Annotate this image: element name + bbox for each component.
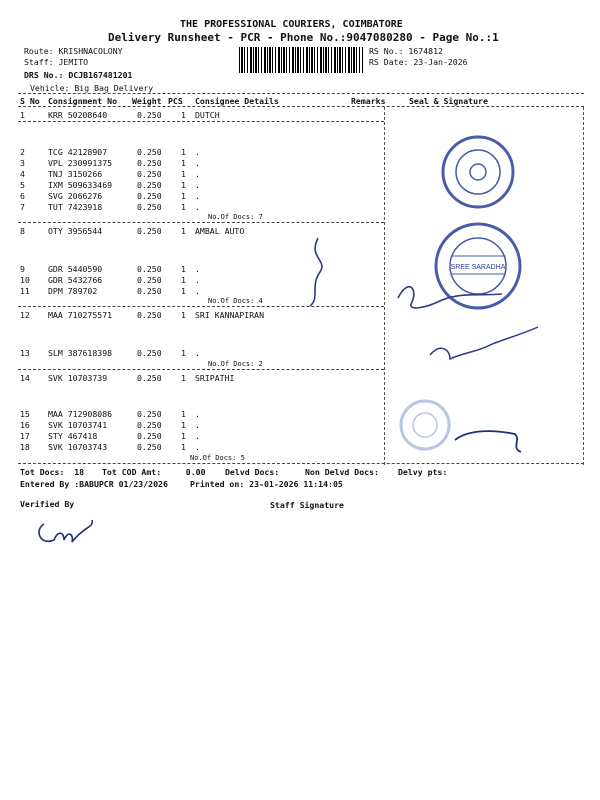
- row-weight: 0.250: [137, 191, 162, 201]
- row-pcs: 1: [181, 191, 186, 201]
- row-weight: 0.250: [137, 158, 162, 168]
- row-consignee: .: [195, 420, 200, 430]
- row-consignment: MAA 712908086: [48, 409, 113, 419]
- row-consignee: .: [195, 348, 200, 358]
- row-weight: 0.250: [137, 180, 162, 190]
- row-consignee: .: [195, 442, 200, 452]
- printed-on: Printed on: 23-01-2026 11:14:05: [190, 479, 343, 489]
- row-consignment: OTY 3956544: [48, 226, 103, 236]
- row-sno: 6: [20, 191, 25, 201]
- signature-scribble-3: [430, 327, 538, 359]
- row-consignment: GDR 5440590: [48, 264, 103, 274]
- row-sno: 18: [20, 442, 30, 452]
- row-consignee: .: [195, 202, 200, 212]
- row-consignment: IXM 509633469: [48, 180, 113, 190]
- row-pcs: 1: [181, 442, 186, 452]
- row-pcs: 1: [181, 431, 186, 441]
- col-sno: S No: [20, 96, 40, 106]
- row-sno: 7: [20, 202, 25, 212]
- row-weight: 0.250: [137, 202, 162, 212]
- row-consignee: .: [195, 409, 200, 419]
- row-consignment: SLM 387618398: [48, 348, 113, 358]
- vehicle-label: Vehicle: Big Bag Delivery: [30, 83, 154, 93]
- row-pcs: 1: [181, 110, 186, 120]
- rs-number: RS No.: 1674812: [369, 46, 443, 56]
- row-sno: 1: [20, 110, 25, 120]
- row-consignment: SVK 10703743: [48, 442, 108, 452]
- row-pcs: 1: [181, 147, 186, 157]
- row-consignee: SRI KANNAPIRAN: [195, 310, 265, 320]
- row-pcs: 1: [181, 180, 186, 190]
- row-sno: 8: [20, 226, 25, 236]
- row-weight: 0.250: [137, 431, 162, 441]
- col-consignment: Consignment No: [48, 96, 118, 106]
- non-delivered-docs: Non Delvd Docs:: [305, 467, 379, 477]
- row-consignee: .: [195, 275, 200, 285]
- row-pcs: 1: [181, 275, 186, 285]
- row-pcs: 1: [181, 420, 186, 430]
- row-sno: 9: [20, 264, 25, 274]
- row-consignment: VPL 230991375: [48, 158, 113, 168]
- row-pcs: 1: [181, 226, 186, 236]
- row-weight: 0.250: [137, 373, 162, 383]
- row-sno: 2: [20, 147, 25, 157]
- col-remarks: Remarks: [351, 96, 386, 106]
- row-weight: 0.250: [137, 286, 162, 296]
- row-pcs: 1: [181, 348, 186, 358]
- row-pcs: 1: [181, 310, 186, 320]
- row-pcs: 1: [181, 409, 186, 419]
- row-consignment: STY 467418: [48, 431, 98, 441]
- signature-scribble-4: [455, 431, 521, 452]
- row-weight: 0.250: [137, 169, 162, 179]
- row-consignee: .: [195, 431, 200, 441]
- row-consignee: .: [195, 191, 200, 201]
- row-sno: 16: [20, 420, 30, 430]
- col-pcs: PCS: [168, 96, 183, 106]
- row-consignment: DPM 789702: [48, 286, 98, 296]
- row-consignment: SVG 2066276: [48, 191, 103, 201]
- group-doc-count: No.Of Docs: 5: [190, 454, 245, 462]
- row-sno: 11: [20, 286, 30, 296]
- row-weight: 0.250: [137, 348, 162, 358]
- row-pcs: 1: [181, 158, 186, 168]
- row-sno: 13: [20, 348, 30, 358]
- runsheet-subtitle: Delivery Runsheet - PCR - Phone No.:9047080280 - Page No.:1: [108, 31, 499, 44]
- row-pcs: 1: [181, 373, 186, 383]
- row-weight: 0.250: [137, 275, 162, 285]
- row-sno: 3: [20, 158, 25, 168]
- col-weight: Weight: [132, 96, 162, 106]
- verified-by-label: Verified By: [20, 499, 75, 509]
- row-consignment: SVK 10703741: [48, 420, 108, 430]
- row-consignee: .: [195, 264, 200, 274]
- row-consignee: .: [195, 180, 200, 190]
- row-sno: 14: [20, 373, 30, 383]
- row-consignment: TUT 7423918: [48, 202, 103, 212]
- group-doc-count: No.Of Docs: 7: [208, 213, 263, 221]
- rs-date: RS Date: 23-Jan-2026: [369, 57, 468, 67]
- row-consignee: .: [195, 286, 200, 296]
- row-weight: 0.250: [137, 147, 162, 157]
- row-pcs: 1: [181, 202, 186, 212]
- total-docs: Tot Docs: 18: [20, 467, 85, 477]
- verified-signature: [39, 520, 92, 542]
- delivery-points: Delvy pts:: [398, 467, 448, 477]
- group-doc-count: No.Of Docs: 4: [208, 297, 263, 305]
- row-weight: 0.250: [137, 226, 162, 236]
- row-consignee: .: [195, 169, 200, 179]
- col-seal: Seal & Signature: [409, 96, 488, 106]
- row-consignment: SVK 10703739: [48, 373, 108, 383]
- route-label: Route: KRISHNACOLONY: [24, 46, 123, 56]
- row-pcs: 1: [181, 286, 186, 296]
- row-weight: 0.250: [137, 110, 162, 120]
- signature-scribble-1: [310, 238, 322, 306]
- row-consignment: GDR 5432766: [48, 275, 103, 285]
- row-consignee: AMBAL AUTO: [195, 226, 245, 236]
- row-consignee: .: [195, 147, 200, 157]
- staff-label: Staff: JEMITO: [24, 57, 89, 67]
- row-consignment: TNJ 3150266: [48, 169, 103, 179]
- row-sno: 17: [20, 431, 30, 441]
- row-sno: 5: [20, 180, 25, 190]
- row-consignee: SRIPATHI: [195, 373, 235, 383]
- row-consignee: .: [195, 158, 200, 168]
- row-consignment: KRR 50208640: [48, 110, 108, 120]
- row-consignment: MAA 710275571: [48, 310, 113, 320]
- staff-signature-label: Staff Signature: [270, 500, 344, 510]
- total-cod: Tot COD Amt: 0.00: [102, 467, 206, 477]
- col-consignee: Consignee Details: [195, 96, 279, 106]
- row-sno: 12: [20, 310, 30, 320]
- row-weight: 0.250: [137, 264, 162, 274]
- row-weight: 0.250: [137, 420, 162, 430]
- row-sno: 4: [20, 169, 25, 179]
- row-weight: 0.250: [137, 409, 162, 419]
- row-consignee: DUTCH: [195, 110, 220, 120]
- row-pcs: 1: [181, 264, 186, 274]
- faded-stamp: [401, 401, 449, 449]
- stamp-text: SREE SARADHA: [450, 264, 506, 271]
- row-pcs: 1: [181, 169, 186, 179]
- delivered-docs: Delvd Docs:: [225, 467, 280, 477]
- row-weight: 0.250: [137, 442, 162, 452]
- drs-number: DRS No.: DCJB167481201: [24, 70, 133, 80]
- row-weight: 0.250: [137, 310, 162, 320]
- row-consignment: TCG 42128907: [48, 147, 108, 157]
- group-doc-count: No.Of Docs: 2: [208, 360, 263, 368]
- round-stamp-top: [443, 137, 513, 207]
- signature-scribble-2: [398, 287, 502, 308]
- entered-by: Entered By :BABUPCR 01/23/2026: [20, 479, 168, 489]
- row-sno: 10: [20, 275, 30, 285]
- row-sno: 15: [20, 409, 30, 419]
- company-title: THE PROFESSIONAL COURIERS, COIMBATORE: [180, 19, 403, 30]
